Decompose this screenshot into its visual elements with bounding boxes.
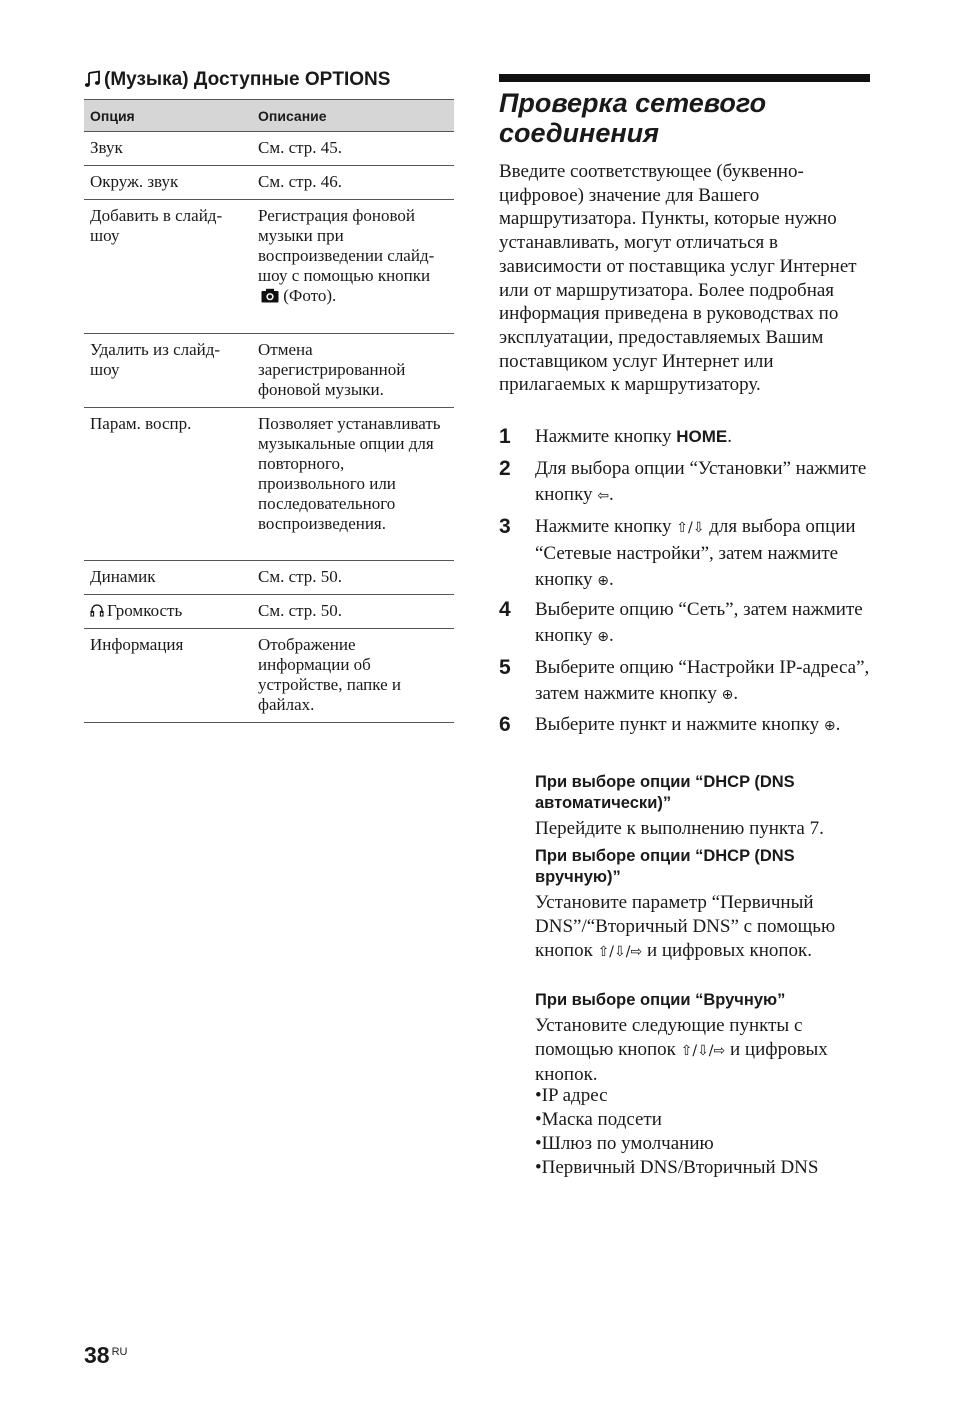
option-cell: Окруж. звук: [84, 166, 252, 200]
home-key-label: HOME: [676, 427, 728, 446]
description-text: Регистрация фоновой музыки при воспроизведении слайд-шоу с помощью кнопки: [258, 206, 435, 285]
step-text-a: Выберите опцию “Настройки IP-адреса”, затем нажмите кнопку: [535, 657, 870, 704]
list-item-text: IP адрес: [541, 1085, 608, 1106]
option-cell: Информация: [84, 629, 252, 723]
table-row: [84, 629, 454, 723]
option-cell: Добавить в слайд-шоу: [84, 200, 252, 334]
table-row: [84, 132, 454, 166]
sub-heading: При выборе опции “DHCP (DNS автоматически)”: [535, 773, 795, 812]
list-item: [535, 1108, 875, 1132]
table-row: [84, 595, 454, 629]
bullet-mark: •: [535, 1085, 542, 1106]
step-text-b: .: [609, 625, 614, 646]
sub-body: [535, 891, 875, 964]
page-language: RU: [111, 1346, 128, 1358]
list-item: [535, 1132, 875, 1156]
sub-body: [535, 1014, 875, 1087]
arrow-keys-icon: ⇧/⇩/⇨: [597, 944, 643, 960]
step-text-b: .: [733, 683, 739, 704]
options-heading: [84, 68, 464, 92]
description-cell: См. стр. 45.: [252, 132, 454, 166]
description-cell: См. стр. 46.: [252, 166, 454, 200]
enter-button-icon: ⊕: [721, 687, 734, 703]
option-cell: Звук: [84, 132, 252, 166]
sub-body-a: Установите следующие пункты с помощью кнопок: [535, 1015, 803, 1060]
step-number: 2: [499, 457, 511, 480]
list-item-text: Шлюз по умолчанию: [541, 1133, 714, 1154]
list-item: [535, 1084, 875, 1108]
option-cell: Удалить из слайд-шоу: [84, 334, 252, 408]
options-table: [84, 99, 454, 723]
step-number: 4: [499, 598, 511, 621]
list-item: [535, 1156, 875, 1180]
up-down-arrow-icon: ⇧/⇩: [676, 520, 705, 536]
section-rule: [499, 74, 870, 82]
step-text-a: Нажмите кнопку: [535, 426, 677, 447]
description-cell: См. стр. 50.: [252, 561, 454, 595]
description-cell: [252, 200, 454, 334]
table-row: [84, 200, 454, 334]
step-text: [535, 424, 870, 450]
step-text: [535, 655, 870, 708]
description-cell: Позволяет устанавливать музыкальные опции для повторного, произвольного или последовательного воспроизведения.: [252, 408, 454, 561]
step-text-a: Для выбора опции “Установки” нажмите кнопку: [535, 458, 867, 505]
step-text: [535, 712, 870, 739]
sub-heading: При выборе опции “Вручную”: [535, 991, 786, 1009]
description-tail: (Фото).: [283, 286, 337, 305]
description-cell: Отображение информации об устройстве, папке и файлах.: [252, 629, 454, 723]
step-number: 3: [499, 515, 511, 538]
sub-manual: [535, 990, 875, 1087]
sub-dhcp-manual: [535, 846, 875, 964]
step-number: 5: [499, 656, 511, 679]
option-cell: [84, 595, 252, 629]
step-5: [499, 655, 870, 708]
section-title: Проверка сетевого соединения: [499, 88, 767, 148]
list-item-text: Первичный DNS/Вторичный DNS: [541, 1157, 819, 1178]
step-text: [535, 597, 870, 650]
step-text-a: Выберите опцию “Сеть”, затем нажмите кнопку: [535, 599, 863, 646]
step-4: [499, 597, 870, 650]
table-row: [84, 561, 454, 595]
sub-body: Перейдите к выполнению пункта 7.: [535, 818, 824, 839]
column-header-description: Описание: [252, 100, 454, 132]
table-header-row: [84, 100, 454, 132]
step-1: [499, 424, 870, 450]
camera-icon: [261, 288, 279, 303]
bullet-list: [535, 1084, 875, 1180]
sub-dhcp-auto: [535, 772, 875, 841]
option-cell: Парам. воспр.: [84, 408, 252, 561]
enter-button-icon: ⊕: [597, 573, 610, 589]
options-heading-text: (Музыка) Доступные OPTIONS: [104, 69, 391, 90]
step-3: [499, 514, 870, 594]
music-note-icon: [84, 70, 102, 88]
table-row: [84, 334, 454, 408]
sub-heading: При выборе опции “DHCP (DNS вручную)”: [535, 847, 795, 886]
arrow-keys-icon: ⇧/⇩/⇨: [680, 1043, 726, 1059]
step-text: [535, 456, 870, 509]
bullet-mark: •: [535, 1133, 542, 1154]
left-arrow-icon: ⇦: [597, 488, 610, 504]
step-text-b: .: [609, 484, 614, 505]
table-row: [84, 166, 454, 200]
description-cell: Отмена зарегистрированной фоновой музыки.: [252, 334, 454, 408]
step-number: 6: [499, 713, 511, 736]
step-text: [535, 514, 870, 594]
step-text-b: .: [727, 426, 732, 447]
sub-body-b: и цифровых кнопок.: [535, 1039, 828, 1085]
step-text-c: .: [609, 569, 614, 590]
enter-button-icon: ⊕: [823, 718, 836, 734]
description-cell: См. стр. 50.: [252, 595, 454, 629]
bullet-mark: •: [535, 1157, 542, 1178]
list-item-text: Маска подсети: [541, 1109, 662, 1130]
step-text-a: Выберите пункт и нажмите кнопку: [535, 714, 824, 735]
bullet-mark: •: [535, 1109, 542, 1130]
intro-paragraph: Введите соответствующее (буквенно-цифровое) значение для Вашего маршрутизатора. Пункты, которые нужно устанавливать, могут отличаться в зависимости от поставщика услуг Интернет или от маршрутизатора. Более подробная информация приведена в руководствах по эксплуатации, предоставляемых Вашим поставщиком услуг Интернет или прилагаемых к маршрутизатору.: [499, 161, 857, 396]
table-row: [84, 408, 454, 561]
sub-body-b: и цифровых кнопок.: [642, 940, 813, 961]
step-2: [499, 456, 870, 509]
step-text-b: .: [835, 714, 841, 735]
sub-body-a: Установите параметр “Первичный DNS”/“Вторичный DNS” с помощью кнопок: [535, 892, 836, 961]
enter-button-icon: ⊕: [597, 629, 610, 645]
step-text-b: для выбора опции “Сетевые настройки”, затем нажмите кнопку: [535, 516, 856, 590]
step-number: 1: [499, 425, 511, 448]
step-text-a: Нажмите кнопку: [535, 516, 677, 537]
headphones-icon: [90, 603, 104, 617]
page-number: [84, 1338, 127, 1369]
step-6: [499, 712, 870, 739]
page-number-value: 38: [84, 1342, 110, 1368]
option-text: Громкость: [107, 601, 183, 620]
column-header-option: Опция: [84, 100, 252, 132]
option-cell: Динамик: [84, 561, 252, 595]
